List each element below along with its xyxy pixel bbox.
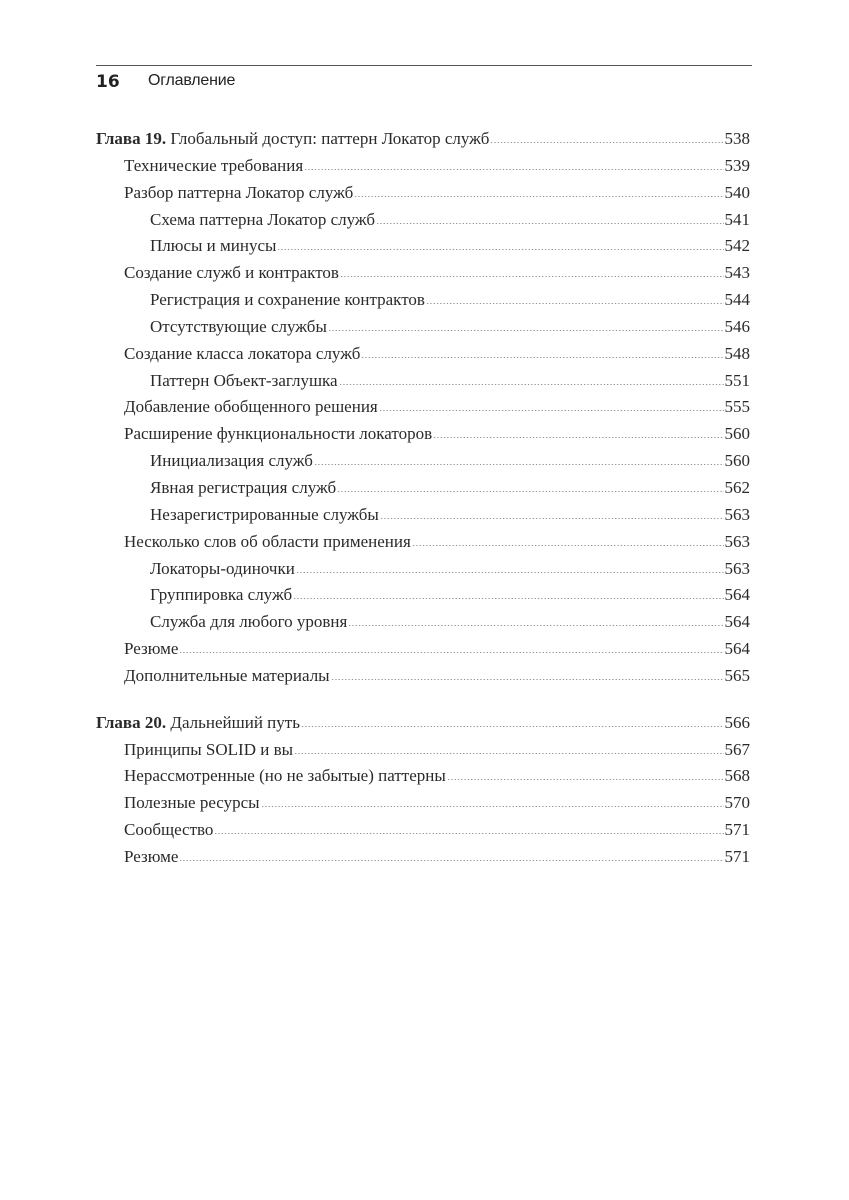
- page-ref: 539: [724, 155, 750, 175]
- page-ref: 555: [724, 397, 750, 417]
- page-ref: 571: [724, 820, 750, 840]
- page-ref: 564: [724, 585, 750, 605]
- dot-leader: [214, 833, 723, 834]
- toc-entry[interactable]: [96, 478, 750, 505]
- dot-leader: [380, 518, 724, 519]
- entry-title: Дополнительные материалы: [124, 665, 330, 685]
- page-ref: 564: [724, 639, 750, 659]
- dot-leader: [261, 806, 724, 807]
- chapter-title: [96, 713, 300, 733]
- dot-leader: [314, 464, 724, 465]
- toc-chapter-entry[interactable]: [96, 129, 750, 156]
- chapter-gap: [96, 693, 750, 713]
- page-ref: 560: [724, 451, 750, 471]
- page-ref: 551: [724, 370, 750, 390]
- entry-title: Отсутствующие службы: [150, 316, 327, 336]
- page-ref: 566: [724, 712, 750, 732]
- header-rule: [96, 65, 752, 66]
- entry-title: Инициализация служб: [150, 451, 313, 471]
- dot-leader: [293, 598, 723, 599]
- entry-title: Явная регистрация служб: [150, 477, 337, 497]
- toc-entry[interactable]: [96, 559, 750, 586]
- entry-title: Полезные ресурсы: [124, 793, 260, 813]
- dot-leader: [337, 491, 723, 492]
- toc-entry[interactable]: [96, 344, 750, 371]
- dot-leader: [340, 276, 724, 277]
- dot-leader: [490, 142, 723, 143]
- dot-leader: [447, 779, 724, 780]
- entry-title: Добавление обобщенного решения: [124, 397, 378, 417]
- dot-leader: [296, 572, 724, 573]
- chapter-name: Глобальный доступ: паттерн Локатор служб: [170, 129, 490, 148]
- entry-title: Служба для любого уровня: [150, 612, 348, 632]
- page-ref: 543: [724, 263, 750, 283]
- page-number: 16: [96, 72, 120, 92]
- toc-entry[interactable]: [96, 397, 750, 424]
- dot-leader: [328, 330, 724, 331]
- chapter-prefix: Глава 20.: [96, 712, 167, 732]
- entry-title: Группировка служб: [150, 585, 293, 605]
- page-ref: 548: [724, 343, 750, 363]
- entry-title: Создание служб и контрактов: [124, 263, 339, 283]
- page-ref: 546: [724, 316, 750, 336]
- page-ref: 541: [724, 209, 750, 229]
- toc-entry[interactable]: [96, 820, 750, 847]
- toc-entry[interactable]: [96, 451, 750, 478]
- page-ref: 567: [724, 739, 750, 759]
- chapter-name: Дальнейший путь: [170, 712, 300, 732]
- page-ref: 538: [724, 129, 750, 148]
- dot-leader: [294, 753, 723, 754]
- entry-title: Нерассмотренные (но не забытые) паттерны: [124, 766, 446, 786]
- chapter-title: [96, 129, 489, 149]
- toc-entry[interactable]: [96, 666, 750, 693]
- toc-entry[interactable]: [96, 183, 750, 210]
- page-ref: 540: [724, 182, 750, 202]
- dot-leader: [304, 169, 723, 170]
- dot-leader: [348, 625, 723, 626]
- entry-title: Резюме: [124, 846, 179, 866]
- toc-entry[interactable]: [96, 766, 750, 793]
- dot-leader: [339, 384, 724, 385]
- page-ref: 542: [724, 236, 750, 256]
- entry-title: Создание класса локатора служб: [124, 343, 361, 363]
- entry-title: Локаторы-одиночки: [150, 558, 295, 578]
- page-ref: 570: [724, 793, 750, 813]
- toc-entry[interactable]: [96, 612, 750, 639]
- dot-leader: [354, 196, 723, 197]
- dot-leader: [179, 860, 723, 861]
- toc-entry[interactable]: [96, 847, 750, 874]
- page-ref: 563: [724, 558, 750, 578]
- page-ref: 563: [724, 531, 750, 551]
- toc-entry[interactable]: [96, 236, 750, 263]
- page-ref: 562: [724, 477, 750, 497]
- dot-leader: [361, 357, 723, 358]
- page-ref: 560: [724, 424, 750, 444]
- entry-title: Резюме: [124, 639, 179, 659]
- entry-title: Сообщество: [124, 820, 214, 840]
- entry-title: Паттерн Объект-заглушка: [150, 370, 338, 390]
- chapter-prefix: Глава 19.: [96, 129, 167, 148]
- entry-title: Регистрация и сохранение контрактов: [150, 290, 425, 310]
- dot-leader: [331, 679, 724, 680]
- page-ref: 571: [724, 846, 750, 866]
- entry-title: Незарегистрированные службы: [150, 504, 379, 524]
- toc-entry[interactable]: [96, 210, 750, 237]
- toc-entry[interactable]: [96, 317, 750, 344]
- page-ref: 544: [724, 290, 750, 310]
- dot-leader: [376, 223, 723, 224]
- page-ref: 564: [724, 612, 750, 632]
- entry-title: Плюсы и минусы: [150, 236, 277, 256]
- toc-entry[interactable]: [96, 290, 750, 317]
- table-of-contents: [96, 129, 750, 874]
- page-ref: 568: [724, 766, 750, 786]
- page-ref: 563: [724, 504, 750, 524]
- entry-title: Технические требования: [124, 155, 304, 175]
- entry-title: Схема паттерна Локатор служб: [150, 209, 376, 229]
- toc-entry[interactable]: [96, 371, 750, 398]
- dot-leader: [426, 303, 724, 304]
- toc-entry[interactable]: [96, 532, 750, 559]
- toc-entry[interactable]: [96, 156, 750, 183]
- toc-entry[interactable]: [96, 793, 750, 820]
- toc-entry[interactable]: [96, 740, 750, 767]
- toc-entry[interactable]: [96, 639, 750, 666]
- dot-leader: [433, 437, 723, 438]
- running-header-title: Оглавление: [148, 72, 236, 89]
- toc-entry[interactable]: [96, 585, 750, 612]
- dot-leader: [301, 726, 724, 727]
- page-ref: 565: [724, 665, 750, 685]
- toc-chapter-entry[interactable]: [96, 713, 750, 740]
- dot-leader: [179, 652, 723, 653]
- entry-title: Несколько слов об области применения: [124, 531, 411, 551]
- dot-leader: [379, 410, 724, 411]
- toc-entry[interactable]: [96, 424, 750, 451]
- entry-title: Расширение функциональности локаторов: [124, 424, 433, 444]
- toc-entry[interactable]: [96, 505, 750, 532]
- dot-leader: [277, 249, 723, 250]
- entry-title: Принципы SOLID и вы: [124, 739, 294, 759]
- toc-entry[interactable]: [96, 263, 750, 290]
- entry-title: Разбор паттерна Локатор служб: [124, 182, 354, 202]
- dot-leader: [412, 545, 724, 546]
